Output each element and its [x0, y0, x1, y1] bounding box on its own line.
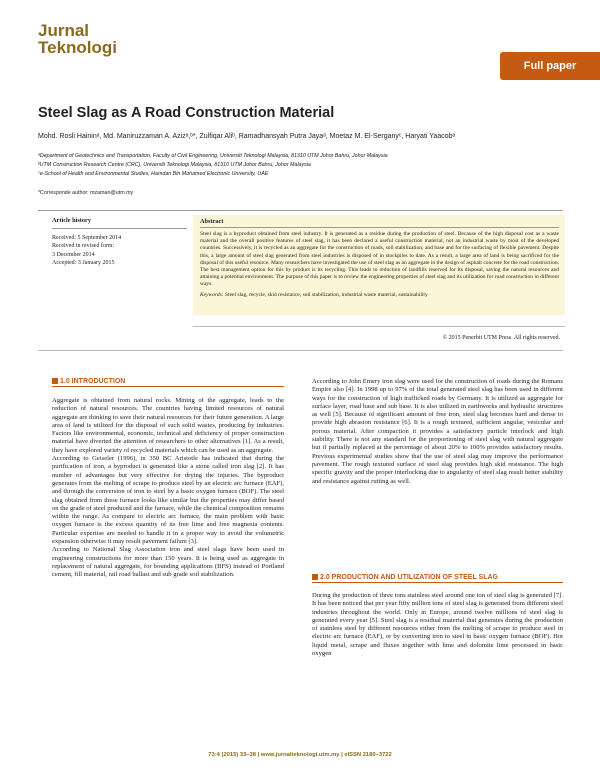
- correspondence-email: *Corresponde author: mzaman@utm.my: [38, 190, 134, 196]
- section-marker-icon: [52, 378, 58, 384]
- copyright: © 2015 Penerbit UTM Press. All rights reserved.: [442, 335, 560, 341]
- abstract-heading: Abstract: [200, 218, 559, 228]
- full-paper-badge: Full paper: [500, 52, 600, 80]
- article-history-heading: Article history: [52, 217, 187, 229]
- keywords-label: Keywords:: [200, 291, 224, 298]
- author-list: Mohd. Rosli Haininᵃ, Md. Maniruzzaman A. Azizᵃ,ᵇ*, Zulfiqar Aliᵇ, Ramadhansyah Putra Jayaᵃ, Moetaz M. El-Serganyᶜ, Haryati Yaacobᵃ: [38, 133, 456, 140]
- journal-logo-line2: Teknologi: [38, 38, 118, 57]
- paper-title: Steel Slag as A Road Construction Material: [38, 105, 335, 121]
- section-2-title: 2.0 PRODUCTION AND UTILIZATION OF STEEL SLAG: [320, 574, 498, 581]
- keywords: [200, 292, 559, 299]
- keywords-list: Steel slag, recycle, skid resistance, soil stabilization, industrial waste material, sustainability: [225, 291, 428, 298]
- left-column: [52, 397, 284, 580]
- intro-paragraph-1: Aggregate is obtained from natural rocks. Mining of the aggregate, leads to the reduction of natural resources. The countries having limited resources of natural aggregate are thinking to save their natural resources for their future generation. A large area of land is utilized for the disposal of such solid wastes, producing by industries. Factors like environmental, economic, technical and deficiency of proper construction material have diverted the attention of researchers to other alternatives [1]. As a result, they have explored variety of recycled materials which can be used as an aggregate.: [52, 397, 284, 454]
- affiliations: [38, 152, 568, 179]
- revised-label: Received in revised form:: [52, 243, 115, 249]
- revised-date: 3 December 2014: [52, 251, 95, 258]
- journal-logo: [38, 22, 117, 56]
- intro-paragraph-3: According to National Slag Association iron and steel slags have been used in engineering constructions for more than 150 years. It is being used as aggregate in replacement of natural aggregate, for bounding applications (BFS) instead of Portland cement, fill material, rail road ballast and sub grade soil stabilization.: [52, 546, 284, 579]
- abstract-text: Steel slag is a byproduct obtained from steel industry. It is generated as a residue during the production of steel. Because of the high disposal cost as a waste material and the overall positive features of steel slag, it has been declared a useful construction material, not an industrial waste by most of the developed countries. Successively, it is recycled as an aggregate for the construction of roads, soil stabilization, and base and for the surfacing of flexible pavement. Despite this, a large amount of steel slag generated from steel industries is disposed of in stockpiles to date. As a result, a large area of land is being sacrificed for the disposal of this useful resource. Many researchers have investigated the use of steel slag as an aggregate in the design of asphalt concrete for the road construction. The best management option for this by product is its recycling. This leads to reduction of landfills reserved for its disposal, saving the natural resources and attaining a potential environment. The purpose of this paper is to review the engineering properties of steel slag and its utilization for road construction in different ways.: [200, 231, 559, 288]
- section-1-underline: [52, 386, 284, 387]
- right-column-section-2: [312, 592, 563, 658]
- section-2-underline: [312, 582, 563, 583]
- accepted-date: Accepted: 3 January 2015: [52, 260, 115, 266]
- page-footer: 73:4 (2015) 33–38 | www.jurnalteknologi.utm.my | eISSN 2180–3722: [208, 752, 392, 758]
- affiliation-c: ᶜe-School of Health and Environmental Studies, Hamdan Bin Mohamed Electronic University, UAE: [38, 171, 269, 177]
- section-marker-icon: [312, 574, 318, 580]
- article-history: [52, 217, 187, 268]
- section-1-heading: [52, 378, 284, 385]
- right-column: [312, 378, 563, 486]
- intro-paragraph-4: According to John Emery iron slag were used for the construction of roads during the Romans Empire also [4]. In 1998 up to 97% of the total generated steel slag has been used in different ways for the construction of high trafficked roads by Germany. It is utilized as aggregate for surface layer, road base and sub base. It is also utilized in earthworks and hydraulic structures as well [5]. Because of significant amount of free iron, steel slag becomes hard and dense to provide high abrasion resistance [6]. It is a rough textured, sufficient angular, vesicular and porous material. After compaction it provides a satisfactory particle interlock and high stability. There is not any standard for the proportioning of steel slag with natural aggregate but if partially replaced at the percentage of about 20% to 100% provides satisfactory results. Previous experimental studies show that the use of steel slag may improve the performance pavement. The rough textured surface of steel slag provides high skid resistance. The high specific gravity and the proper interlocking due to angularity of steel slag result better stability and resistance against rutting as well.: [312, 378, 563, 485]
- affiliation-a: ᵃDepartment of Geotechnics and Transportation, Faculty of Civil Engineering, Universiti Teknologi Malaysia, 81310 UTM Johor Bahru, Johor Malaysia: [38, 153, 388, 159]
- journal-logo-line1: Jurnal: [38, 21, 90, 40]
- abstract-box: [193, 215, 565, 315]
- affiliation-b: ᵇUTM Construction Research Centre (CRC), Universiti Teknologi Malaysia, 81310 UTM Johor Bahru, Johor Malaysia: [38, 162, 311, 168]
- abstract-divider: [193, 326, 565, 327]
- intro-paragraph-2: According to Geiseler (1996), in 350 BC Aristotle has indicated that during the purification of iron, a byproduct is generated like a stone called iron slag [2]. It has number of advantages but very effective for drying the injuries. The byproduct generates from the melting of scrape to produce steel by an electric arc furnace (EAF), and through the conversion of iron to steel by a basic oxygen furnace (BOF). The steel slag obtained from these furnace looks like similar but the properties may differ based on the grade of steel produced and the furnace, while the chemical composition remains within the range. As compare to electric arc furnace, the main problem with basic oxygen furnace is the excess quantity of its free lime and free magnesia contents. Particular expertise are needed to handle it in a proper way to avoid the volumetric expansion otherwise it may result pavement failure [3].: [52, 455, 284, 546]
- production-paragraph-1: During the production of three tons stainless steel around one ton of steel slag is generated [7]. It has been noticed that per year fifty million tons of steel slag is generated from different steel industries throughout the world. Only in Europe, around twelve millions of steel slag is generated every year [5]. Steel slag is a residual material that generates during the production of stainless steel by different resources either from the melting of scrape to produce steel in electric arc furnace (EAF), or by converting iron to steel in basic oxygen furnace (BOF). Hot liquid metal, scrape and fluxes together with lime and dolomite lime processed in basic oxygen: [312, 592, 563, 658]
- header-divider: [38, 210, 563, 211]
- section-2-heading: [312, 574, 563, 581]
- body-divider: [38, 350, 563, 351]
- received-date: Received: 5 September 2014: [52, 234, 122, 241]
- section-1-title: 1.0 INTRODUCTION: [60, 378, 126, 385]
